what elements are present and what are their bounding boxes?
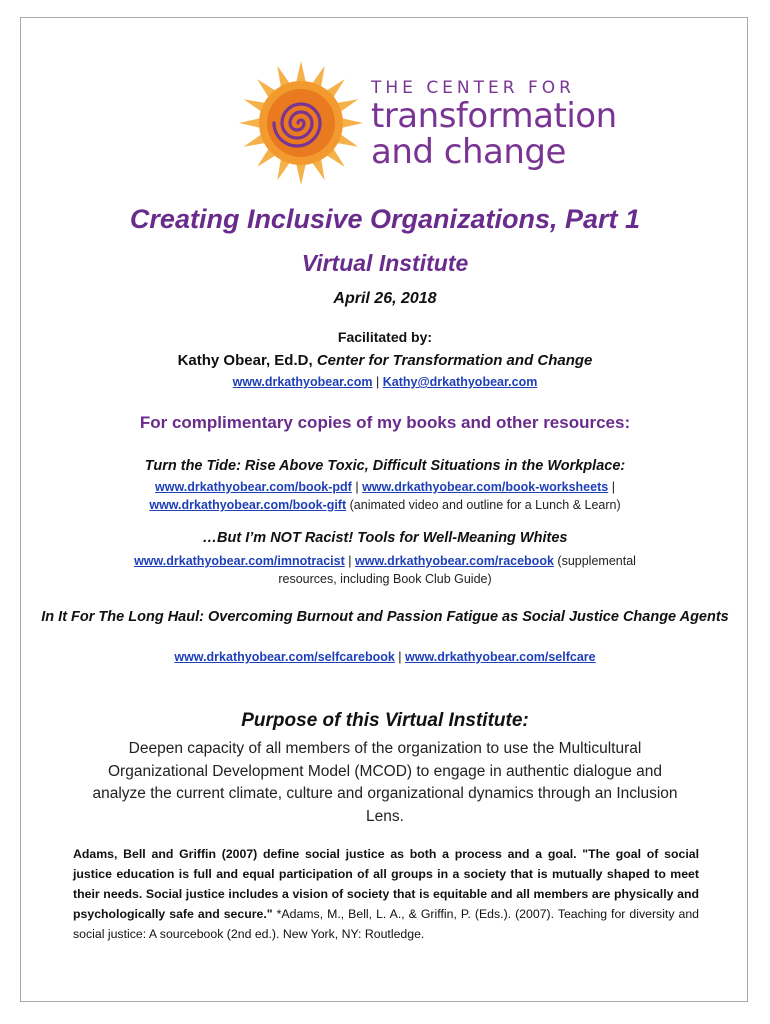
sun-spiral-icon (236, 58, 366, 188)
facilitator-organization: Center for Transformation and Change (316, 352, 593, 369)
link-separator: | (611, 480, 615, 494)
purpose-text: Deepen capacity of all members of the organization to use the Multicultural Organizational Development Model (MCOD) to engage in authentic dialogue and analyze the current climate, culture and organizational dynamics through an Inclusion Lens. (92, 740, 678, 825)
selfcare-link[interactable]: www.drkathyobear.com/selfcare (405, 650, 596, 664)
book-gift-note: (animated video and outline for a Lunch & Learn) (349, 498, 621, 512)
resources-heading: For complimentary copies of my books and other resources: (139, 413, 631, 432)
purpose-heading: Purpose of this Virtual Institute: (241, 710, 529, 731)
book-links-long-haul (21, 650, 749, 664)
book-title-turn-the-tide: Turn the Tide: Rise Above Toxic, Difficult Situations in the Workplace: (144, 458, 626, 474)
racebook-link[interactable]: www.drkathyobear.com/racebook (355, 554, 554, 568)
document-page (20, 17, 748, 1002)
book-links-not-racist (21, 554, 749, 568)
social-justice-quote (73, 844, 699, 944)
document-subtitle: Virtual Institute (301, 250, 469, 276)
book-gift-link[interactable]: www.drkathyobear.com/book-gift (149, 498, 347, 512)
book-worksheets-link[interactable]: www.drkathyobear.com/book-worksheets (362, 480, 609, 494)
racebook-note-continued (21, 572, 749, 586)
quote-citation: *Adams, M., Bell, L. A., & Griffin, P. (Eds.). (2007). Teaching for diversity and social justice: A sourcebook (2nd ed.). New York, NY: Routledge. (73, 907, 699, 941)
facilitator-name: Kathy Obear, Ed.D, (177, 352, 313, 369)
link-separator: | (398, 650, 402, 664)
link-separator: | (348, 554, 352, 568)
book-title-not-racist: …But I’m NOT Racist! Tools for Well-Meaning Whites (202, 530, 568, 546)
racebook-note: (supplemental (557, 554, 636, 568)
link-separator: | (376, 375, 380, 389)
facilitator-label: Facilitated by: (337, 329, 433, 345)
imnotracist-link[interactable]: www.drkathyobear.com/imnotracist (134, 554, 345, 568)
book-links-turn-the-tide (21, 480, 749, 494)
logo-text-line2: transformation (371, 96, 617, 136)
document-title: Creating Inclusive Organizations, Part 1 (129, 204, 641, 234)
book-pdf-link[interactable]: www.drkathyobear.com/book-pdf (155, 480, 352, 494)
logo-text-line3: and change (371, 132, 566, 172)
link-separator: | (355, 480, 359, 494)
racebook-note-line2: resources, including Book Club Guide) (278, 572, 492, 586)
book-title-long-haul: In It For The Long Haul: Overcoming Burnout and Passion Fatigue as Social Justice Change Agents (41, 609, 729, 625)
facilitator-contact-links (21, 375, 749, 389)
organization-logo (236, 58, 617, 188)
website-link[interactable]: www.drkathyobear.com (232, 375, 373, 389)
selfcarebook-link[interactable]: www.drkathyobear.com/selfcarebook (174, 650, 395, 664)
quote-bold-text: Adams, Bell and Griffin (2007) define social justice as both a process and a goal. "The goal of social justice education is full and equal participation of all groups in a society that is mutually shaped to meet their needs. Social justice includes a vision of society that is equitable and all members are physically and psychologically safe and secure." (73, 847, 699, 921)
facilitator-line (21, 352, 749, 369)
book-gift-line (21, 498, 749, 512)
event-date: April 26, 2018 (333, 290, 437, 307)
email-link[interactable]: Kathy@drkathyobear.com (382, 375, 538, 389)
logo-text-line1: THE CENTER FOR (371, 78, 575, 98)
